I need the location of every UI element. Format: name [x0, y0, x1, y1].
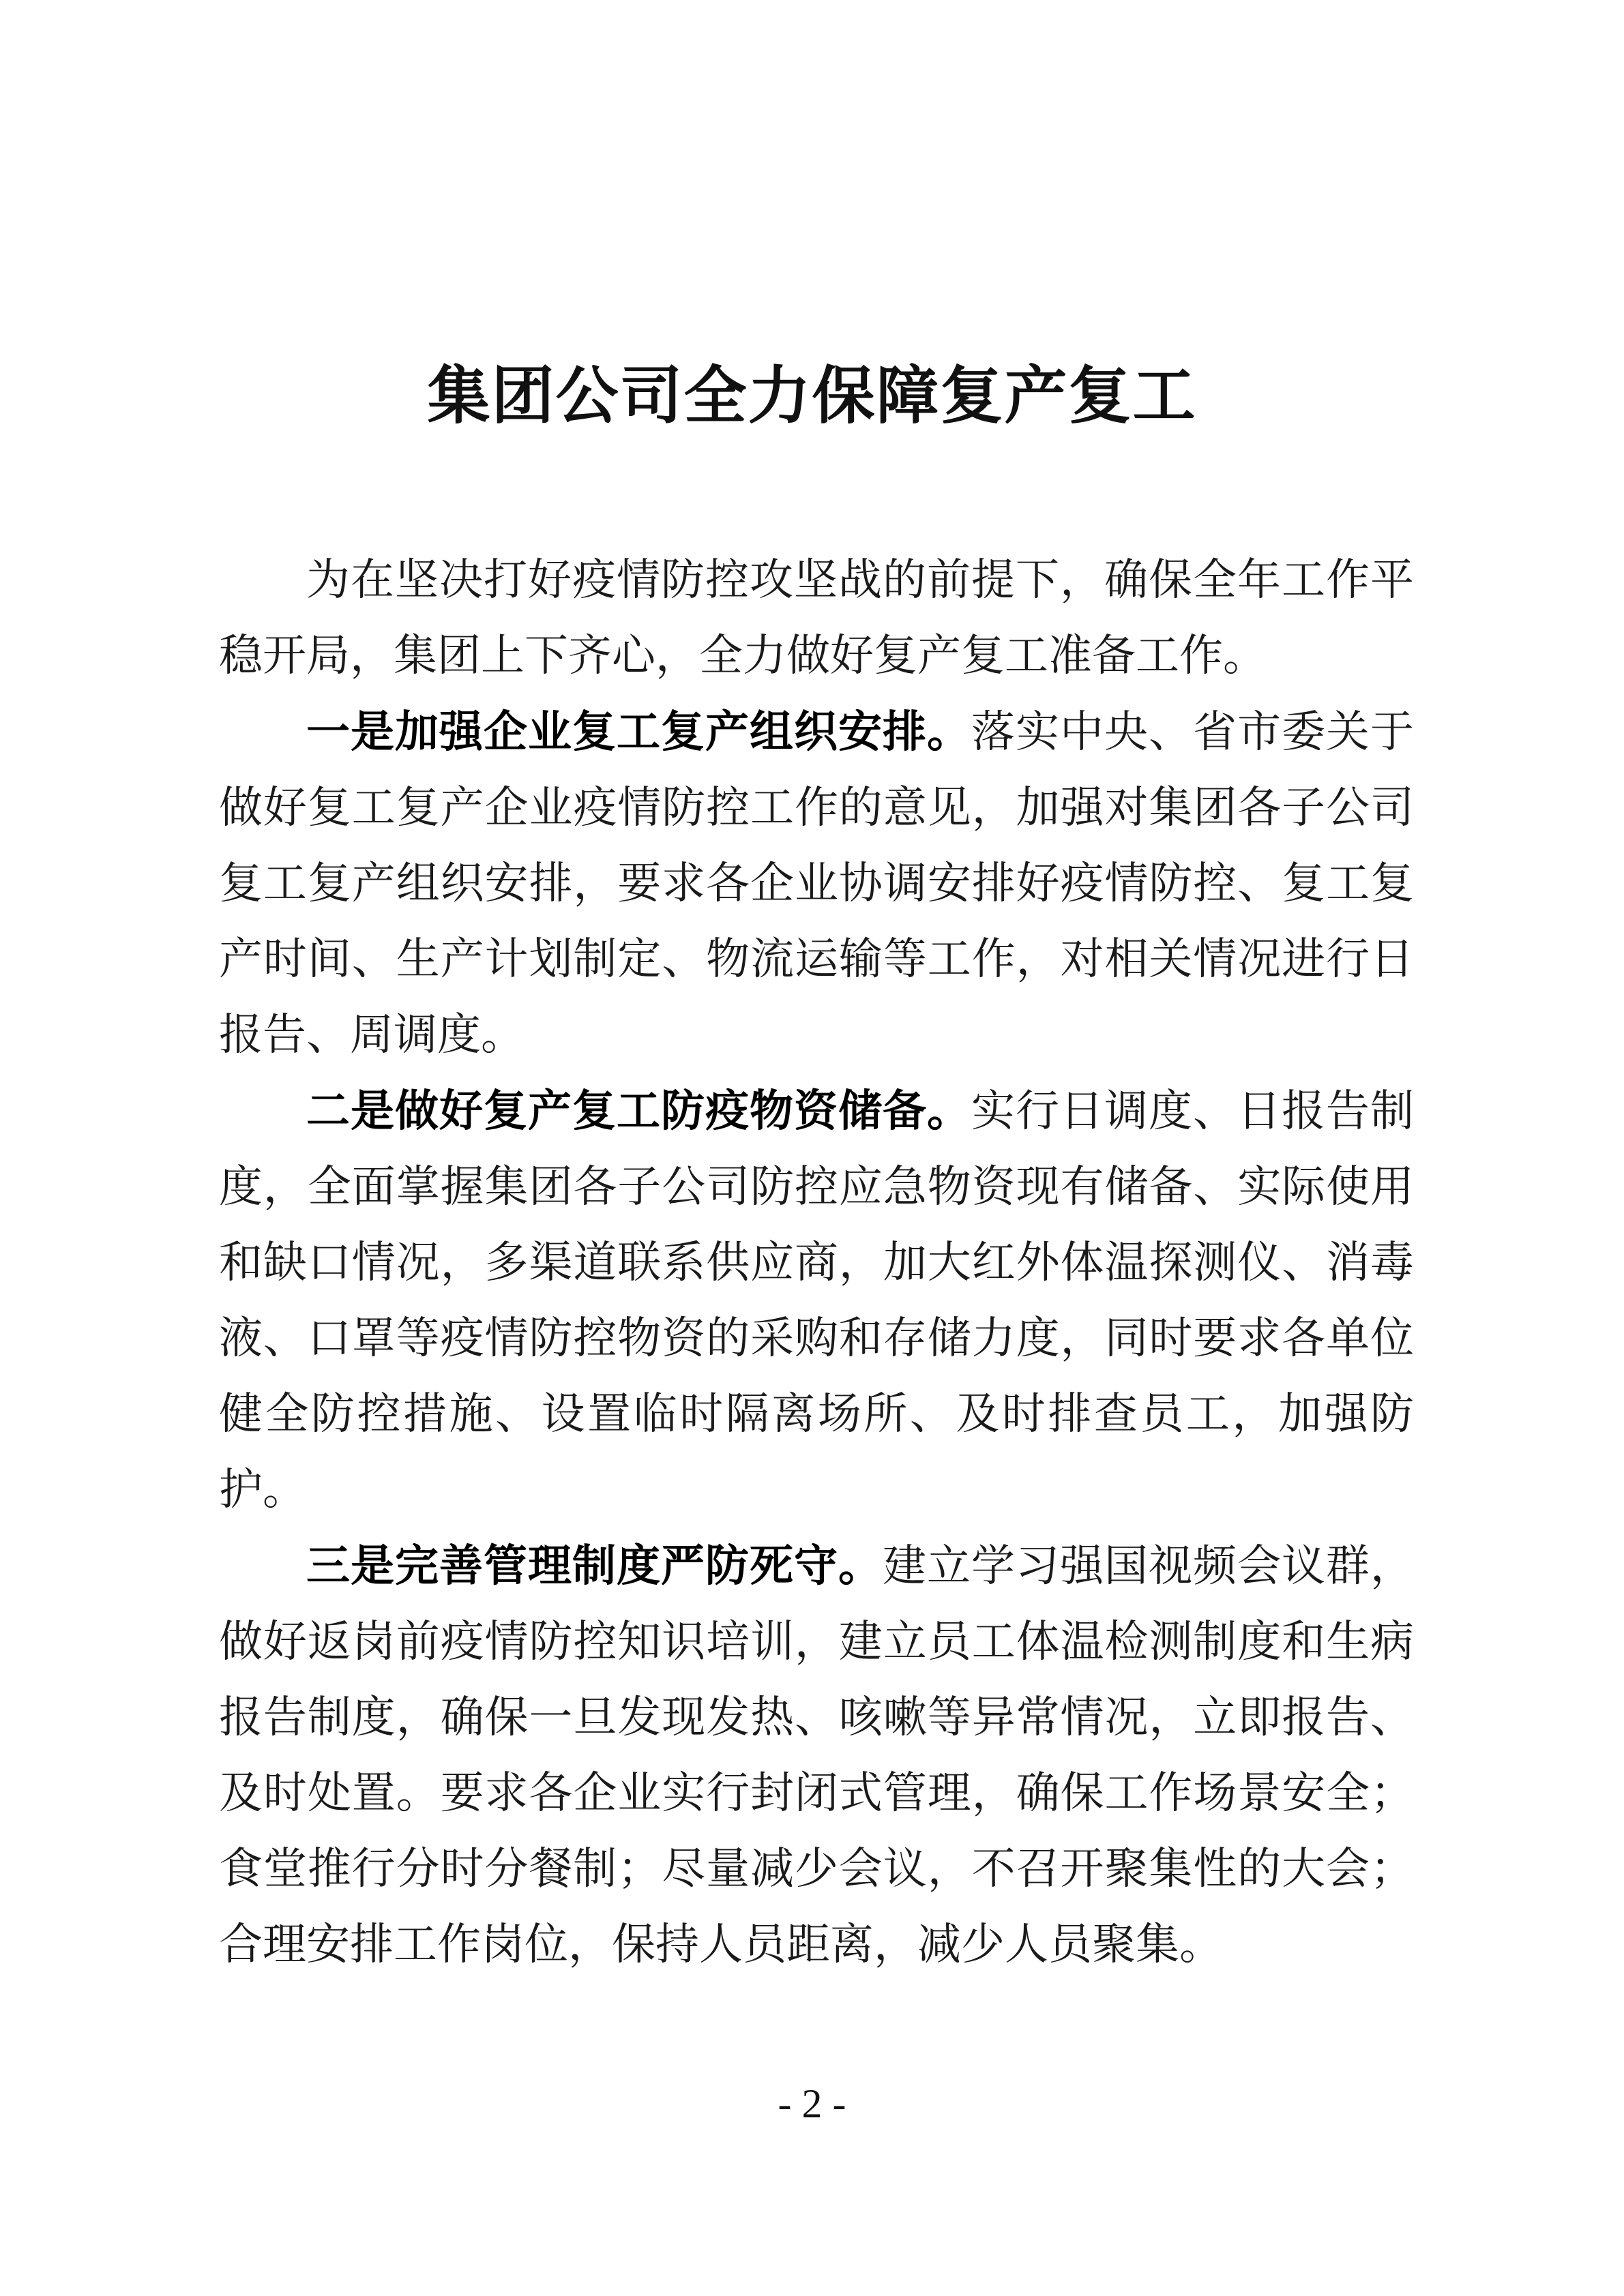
document-body: [219, 543, 1414, 1983]
paragraph-intro: [219, 543, 1414, 694]
document-title: 集团公司全力保障复产复工: [427, 359, 1197, 432]
paragraph-point-two: [219, 1073, 1414, 1528]
paragraph-point-two-heading: 二是做好复产复工防疫物资储备。: [306, 1086, 971, 1137]
paragraph-point-one-heading: 一是加强企业复工复产组织安排。: [306, 706, 971, 758]
page-number: - 2 -: [778, 2081, 846, 2126]
paragraph-point-one-text: 落实中央、省市委关于做好复工复产企业疫情防控工作的意见，加强对集团各子公司复工复产组织安排，要求各企业协调安排好疫情防控、复工复产时间、生产计划制定、物流运输等工作，对相关情况进行日报告、周调度。: [219, 707, 1414, 1060]
paragraph-point-two-text: 实行日调度、日报告制度，全面掌握集团各子公司防控应急物资现有储备、实际使用和缺口情况，多渠道联系供应商，加大红外体温探测仪、消毒液、口罩等疫情防控物资的采购和存储力度，同时要求各单位健全防控措施、设置临时隔离场所、及时排查员工，加强防护。: [219, 1086, 1414, 1515]
paragraph-point-three-text: 建立学习强国视频会议群，做好返岗前疫情防控知识培训，建立员工体温检测制度和生病报告制度，确保一旦发现发热、咳嗽等异常情况，立即报告、及时处置。要求各企业实行封闭式管理，确保工作场景安全；食堂推行分时分餐制；尽量减少会议，不召开聚集性的大会；合理安排工作岗位，保持人员距离，减少人员聚集。: [219, 1541, 1414, 1970]
paragraph-point-three: [219, 1528, 1414, 1983]
paragraph-point-one: [219, 694, 1414, 1073]
paragraph-intro-text: 为在坚决打好疫情防控攻坚战的前提下，确保全年工作平稳开局，集团上下齐心，全力做好复产复工准备工作。: [219, 555, 1414, 681]
paragraph-point-three-heading: 三是完善管理制度严防死守。: [306, 1540, 883, 1592]
